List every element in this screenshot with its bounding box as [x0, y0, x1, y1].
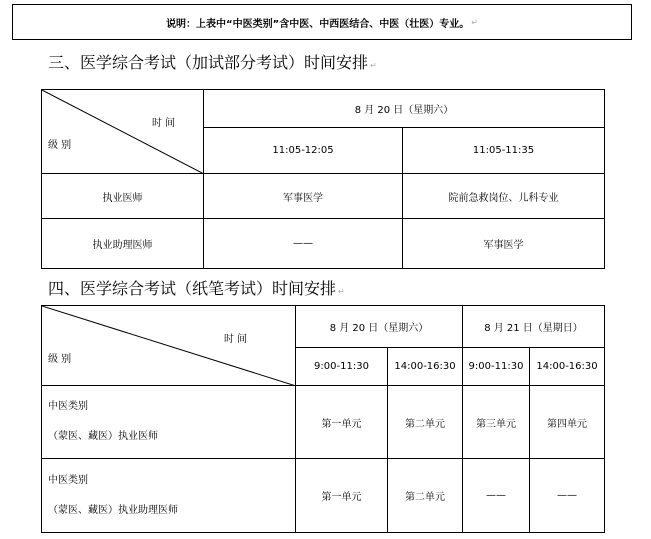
row-level-label: [42, 386, 296, 459]
subject-cell: 军事医学: [204, 174, 403, 219]
unit-cell: 第三单元: [463, 386, 530, 459]
section3-time-cell: 11:05-11:35: [403, 128, 605, 174]
row-level-line2: （蒙医、藏医）执业医师: [48, 431, 158, 442]
diagonal-divider-line: [42, 306, 296, 386]
table-row: [42, 459, 605, 533]
unit-cell: ——: [463, 459, 530, 533]
section4-time-cell: 14:00-16:30: [530, 348, 605, 386]
section3-time-cell: 11:05-12:05: [204, 128, 403, 174]
section3-date-header: 8 月 20 日（星期六）: [204, 90, 605, 128]
section3-heading-text: 三、医学综合考试（加试部分考试）时间安排: [48, 53, 369, 72]
section4-time-cell: 9:00-11:30: [296, 348, 388, 386]
subject-cell: 院前急救岗位、儿科专业: [403, 174, 605, 219]
row-level-line1: 中医类别: [48, 474, 88, 486]
row-level-label: [42, 459, 296, 533]
subject-cell: 军事医学: [403, 219, 605, 269]
subject-cell: ——: [204, 219, 403, 269]
section3-heading: [48, 50, 377, 73]
paragraph-mark-icon: ↵: [471, 17, 478, 27]
unit-cell: ——: [530, 459, 605, 533]
section4-corner-level: 级 别: [48, 354, 72, 365]
section4-corner-time: 时 间: [224, 334, 248, 345]
row-level-label: 执业医师: [42, 174, 204, 219]
unit-cell: 第四单元: [530, 386, 605, 459]
section4-time-cell: 9:00-11:30: [463, 348, 530, 386]
section4-heading: [48, 276, 345, 299]
section4-schedule-table: [41, 305, 605, 533]
paragraph-mark-icon: ↵: [370, 61, 377, 70]
exam-note-box: [12, 4, 632, 40]
section4-time-cell: 14:00-16:30: [388, 348, 463, 386]
section4-date-header: 8 月 21 日（星期日）: [463, 306, 605, 348]
unit-cell: 第二单元: [388, 459, 463, 533]
section3-schedule-table: [41, 89, 605, 269]
table-row: [42, 386, 605, 459]
unit-cell: 第二单元: [388, 386, 463, 459]
unit-cell: 第一单元: [296, 459, 388, 533]
paragraph-mark-icon: ↵: [338, 287, 345, 296]
section4-date-header: 8 月 20 日（星期六）: [296, 306, 463, 348]
diagonal-divider-line: [42, 90, 204, 174]
section4-heading-text: 四、医学综合考试（纸笔考试）时间安排: [48, 279, 337, 298]
table-row: [42, 219, 605, 269]
unit-cell: 第一单元: [296, 386, 388, 459]
row-level-line1: 中医类别: [48, 401, 88, 412]
section3-corner-level: 级 别: [48, 140, 72, 151]
section4-corner-cell: [42, 306, 296, 386]
table-row: [42, 174, 605, 219]
row-level-label: 执业助理医师: [42, 219, 204, 269]
section3-corner-time: 时 间: [152, 118, 176, 129]
exam-note-text: 说明：上表中“中医类别”含中医、中西医结合、中医（壮医）专业。: [166, 18, 470, 30]
section3-corner-cell: [42, 90, 204, 174]
row-level-line2: （蒙医、藏医）执业助理医师: [48, 504, 178, 516]
